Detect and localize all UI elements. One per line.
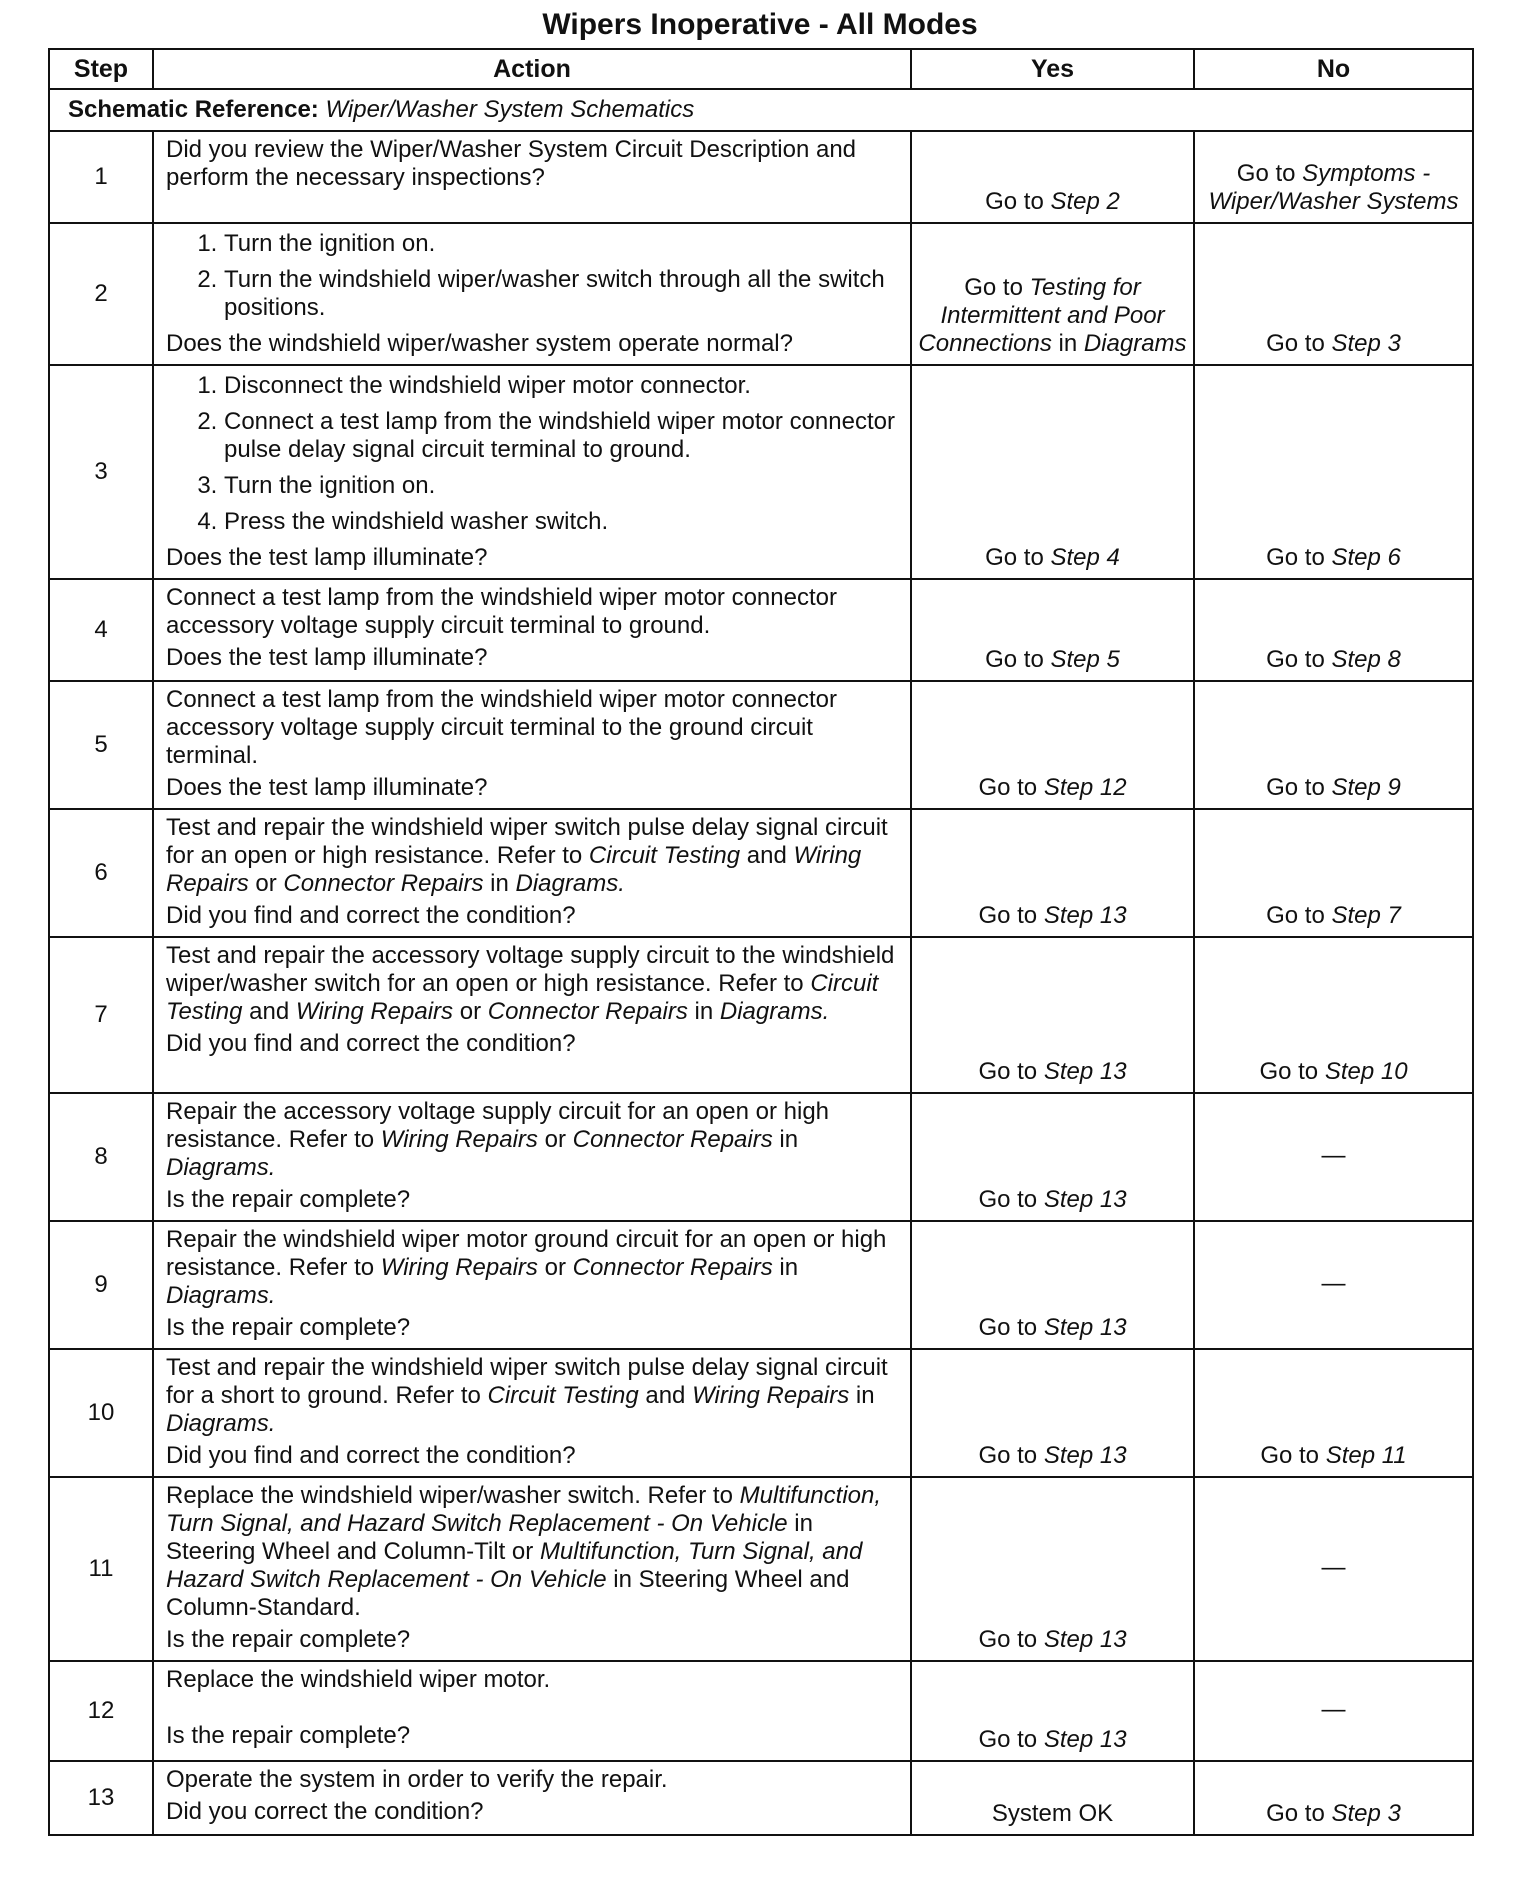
action-cell xyxy=(153,365,911,579)
no-step-link[interactable]: Step 6 xyxy=(1331,544,1401,571)
table-row xyxy=(49,1221,1473,1349)
action-text-segment: in Steering Wheel and Column-Standard. xyxy=(166,1566,850,1621)
action-text-segment: Test and repair the windshield wiper switch pulse delay signal circuit for an open or high resistance. Refer to xyxy=(166,814,888,869)
action-text-segment: or xyxy=(248,870,284,897)
yes-goto-text: Go to xyxy=(978,774,1044,801)
action-text-segment: or xyxy=(453,998,488,1025)
no-goto-text: Go to xyxy=(1259,1058,1325,1085)
yes-step-link[interactable]: Step 13 xyxy=(1043,1186,1127,1213)
yes-reference-link[interactable]: Diagrams xyxy=(1083,330,1187,357)
no-step-link[interactable]: Step 9 xyxy=(1331,774,1401,801)
action-text-segment: Repair the accessory voltage supply circuit for an open or high resistance. Refer to xyxy=(166,1098,830,1153)
no-goto-text: Go to xyxy=(1266,774,1332,801)
action-question: Does the windshield wiper/washer system operate normal? xyxy=(166,330,793,357)
yes-goto-text: Go to xyxy=(985,188,1051,215)
yes-cell xyxy=(911,579,1194,681)
yes-step-link[interactable]: Step 13 xyxy=(1043,1442,1127,1469)
yes-cell xyxy=(911,809,1194,937)
no-step-link[interactable]: Step 7 xyxy=(1331,902,1401,929)
yes-cell xyxy=(911,937,1194,1093)
yes-cell xyxy=(911,1349,1194,1477)
step-number: 8 xyxy=(49,1093,153,1221)
no-step-link[interactable]: Step 10 xyxy=(1324,1058,1408,1085)
action-question: Is the repair complete? xyxy=(166,1314,411,1341)
action-cell xyxy=(153,1661,911,1761)
action-step-item: 1. Disconnect the windshield wiper motor connector. xyxy=(224,372,900,400)
header-action: Action xyxy=(153,49,911,89)
table-row xyxy=(49,937,1473,1093)
action-text-segment: and xyxy=(242,998,296,1025)
yes-goto-text: Go to xyxy=(978,1442,1044,1469)
yes-connector-text: in xyxy=(1051,330,1084,357)
action-text-segment: in xyxy=(772,1126,799,1153)
action-text-segment: in xyxy=(849,1382,875,1409)
no-cell xyxy=(1194,365,1473,579)
header-step: Step xyxy=(49,49,153,89)
action-steps-list xyxy=(166,230,900,322)
yes-goto-text: Go to xyxy=(964,274,1030,301)
yes-cell xyxy=(911,131,1194,223)
action-text: Replace the windshield wiper motor. xyxy=(166,1666,551,1693)
no-dash: — xyxy=(1321,1270,1346,1297)
action-text-segment: in xyxy=(687,998,720,1025)
schematic-reference-label: Schematic Reference: xyxy=(68,96,319,123)
table-row xyxy=(49,131,1473,223)
table-row xyxy=(49,1477,1473,1661)
action-text: Operate the system in order to verify the repair. xyxy=(166,1766,668,1793)
schematic-reference-link[interactable]: Wiper/Washer System Schematics xyxy=(325,96,695,123)
step-number: 13 xyxy=(49,1761,153,1835)
action-step-item: 2. Turn the windshield wiper/washer switch through all the switch positions. xyxy=(224,266,900,322)
reference-link[interactable]: Diagrams. xyxy=(719,998,830,1025)
reference-link[interactable]: Wiring Repairs xyxy=(380,1254,538,1281)
step-number: 12 xyxy=(49,1661,153,1761)
action-text-segment: and xyxy=(740,842,794,869)
action-cell xyxy=(153,1221,911,1349)
no-cell xyxy=(1194,1477,1473,1661)
reference-link[interactable]: Diagrams. xyxy=(515,870,625,897)
action-text-segment: in xyxy=(483,870,516,897)
yes-step-link[interactable]: Step 12 xyxy=(1043,774,1127,801)
yes-goto-text: Go to xyxy=(978,1626,1044,1653)
no-goto-text: Go to xyxy=(1266,1800,1332,1827)
no-dash: — xyxy=(1321,1696,1346,1723)
reference-link[interactable]: Connector Repairs xyxy=(487,998,688,1025)
action-question: Does the test lamp illuminate? xyxy=(166,544,488,571)
reference-link[interactable]: Multifunction, Turn Signal, and Hazard Switch Replacement - On Vehicle xyxy=(166,1482,882,1537)
no-step-link[interactable]: Step 8 xyxy=(1331,646,1401,673)
no-goto-text: Go to xyxy=(1266,330,1332,357)
no-step-link[interactable]: Step 11 xyxy=(1325,1442,1407,1469)
header-yes: Yes xyxy=(911,49,1194,89)
yes-reference-link[interactable]: Testing for Intermittent and Poor Connections xyxy=(918,274,1165,357)
action-steps-list xyxy=(166,372,900,536)
no-cell xyxy=(1194,1349,1473,1477)
action-step-item: 4. Press the windshield washer switch. xyxy=(224,508,900,536)
no-step-link[interactable]: Step 3 xyxy=(1331,330,1401,357)
reference-link[interactable]: Wiring Repairs xyxy=(166,842,862,897)
action-question: Did you find and correct the condition? xyxy=(166,1030,576,1057)
action-text-segment: Test and repair the accessory voltage supply circuit to the windshield wiper/washer switch for an open or high resistance. Refer to xyxy=(166,942,895,997)
no-goto-text: Go to xyxy=(1266,646,1332,673)
no-goto-text: Go to xyxy=(1236,160,1303,187)
step-number: 6 xyxy=(49,809,153,937)
action-text xyxy=(166,1482,900,1622)
no-cell xyxy=(1194,809,1473,937)
yes-cell xyxy=(911,1221,1194,1349)
reference-link[interactable]: Circuit Testing xyxy=(588,842,741,869)
reference-link[interactable]: Circuit Testing xyxy=(166,970,879,1025)
step-number: 9 xyxy=(49,1221,153,1349)
action-question: Does the test lamp illuminate? xyxy=(166,774,488,801)
yes-cell xyxy=(911,1761,1194,1835)
reference-link[interactable]: Connector Repairs xyxy=(572,1126,773,1153)
table-row xyxy=(49,365,1473,579)
no-cell xyxy=(1194,1761,1473,1835)
action-step-item: 3. Turn the ignition on. xyxy=(224,472,900,500)
action-cell xyxy=(153,223,911,365)
yes-goto-text: Go to xyxy=(985,646,1051,673)
no-reference-link[interactable]: Symptoms - Wiper/Washer Systems xyxy=(1208,160,1459,215)
step-number: 10 xyxy=(49,1349,153,1477)
action-cell xyxy=(153,579,911,681)
yes-step-link[interactable]: Step 13 xyxy=(1043,1314,1127,1341)
no-cell xyxy=(1194,681,1473,809)
yes-cell xyxy=(911,365,1194,579)
yes-result-text: System OK xyxy=(991,1800,1114,1827)
schematic-reference-row xyxy=(49,89,1473,131)
no-cell xyxy=(1194,1093,1473,1221)
yes-step-link[interactable]: Step 13 xyxy=(1043,1726,1127,1753)
no-cell xyxy=(1194,1661,1473,1761)
header-row xyxy=(49,49,1473,89)
reference-link[interactable]: Multifunction, Turn Signal, and Hazard Switch Replacement - On Vehicle xyxy=(166,1538,863,1593)
action-cell xyxy=(153,681,911,809)
reference-link[interactable]: Wiring Repairs xyxy=(692,1382,850,1409)
table-row xyxy=(49,1761,1473,1835)
action-text-segment: in Steering Wheel and Column-Tilt or xyxy=(166,1510,813,1565)
reference-link[interactable]: Diagrams. xyxy=(166,1282,276,1309)
action-text xyxy=(166,1226,900,1310)
no-cell xyxy=(1194,131,1473,223)
action-cell xyxy=(153,1477,911,1661)
step-number: 11 xyxy=(49,1477,153,1661)
action-text: Did you review the Wiper/Washer System Circuit Description and perform the necessary inspections? xyxy=(166,136,857,191)
yes-step-link[interactable]: Step 2 xyxy=(1050,188,1120,215)
action-step-item: 1. Turn the ignition on. xyxy=(224,230,900,258)
action-text xyxy=(166,814,900,898)
no-cell xyxy=(1194,937,1473,1093)
page-title: Wipers Inoperative - All Modes xyxy=(542,8,978,41)
yes-cell xyxy=(911,1093,1194,1221)
action-text-segment: in xyxy=(772,1254,799,1281)
yes-step-link[interactable]: Step 4 xyxy=(1050,544,1120,571)
action-question: Did you find and correct the condition? xyxy=(166,902,576,929)
action-text: Connect a test lamp from the windshield wiper motor connector accessory voltage supply circuit terminal to ground. xyxy=(166,584,837,639)
action-question: Does the test lamp illuminate? xyxy=(166,644,488,671)
table-row xyxy=(49,579,1473,681)
action-cell xyxy=(153,1349,911,1477)
yes-cell xyxy=(911,1477,1194,1661)
step-number: 5 xyxy=(49,681,153,809)
action-text-segment: or xyxy=(537,1254,573,1281)
reference-link[interactable]: Circuit Testing xyxy=(487,1382,639,1409)
yes-goto-text: Go to xyxy=(978,902,1044,929)
no-dash: — xyxy=(1321,1142,1346,1169)
action-question: Did you find and correct the condition? xyxy=(166,1442,576,1469)
action-cell xyxy=(153,131,911,223)
reference-link[interactable]: Diagrams. xyxy=(166,1154,276,1181)
yes-cell xyxy=(911,681,1194,809)
action-cell xyxy=(153,937,911,1093)
action-question: Did you correct the condition? xyxy=(166,1798,484,1825)
table-row xyxy=(49,1093,1473,1221)
yes-step-link[interactable]: Step 13 xyxy=(1043,902,1127,929)
action-cell xyxy=(153,1093,911,1221)
yes-goto-text: Go to xyxy=(978,1314,1044,1341)
table-row xyxy=(49,809,1473,937)
reference-link[interactable]: Connector Repairs xyxy=(283,870,484,897)
action-text xyxy=(166,942,900,1026)
action-question: Is the repair complete? xyxy=(166,1626,411,1653)
action-text-segment: Repair the windshield wiper motor ground circuit for an open or high resistance. Refer to xyxy=(166,1226,887,1281)
action-text xyxy=(166,1098,900,1182)
action-question: Is the repair complete? xyxy=(166,1722,411,1749)
yes-step-link[interactable]: Step 13 xyxy=(1043,1058,1127,1085)
no-goto-text: Go to xyxy=(1266,544,1332,571)
yes-cell xyxy=(911,223,1194,365)
reference-link[interactable]: Diagrams. xyxy=(166,1410,276,1437)
step-number: 3 xyxy=(49,365,153,579)
yes-goto-text: Go to xyxy=(978,1058,1044,1085)
action-text: Connect a test lamp from the windshield wiper motor connector accessory voltage supply circuit terminal to the ground circuit terminal. xyxy=(166,686,837,769)
yes-goto-text: Go to xyxy=(978,1726,1044,1753)
table-row xyxy=(49,1661,1473,1761)
yes-goto-text: Go to xyxy=(985,544,1051,571)
action-text xyxy=(166,1354,900,1438)
step-number: 4 xyxy=(49,579,153,681)
no-dash: — xyxy=(1321,1554,1346,1581)
table-row xyxy=(49,681,1473,809)
action-cell xyxy=(153,1761,911,1835)
step-number: 1 xyxy=(49,131,153,223)
yes-goto-text: Go to xyxy=(978,1186,1044,1213)
action-text-segment: Test and repair the windshield wiper switch pulse delay signal circuit for a short to ground. Refer to xyxy=(166,1354,888,1409)
no-cell xyxy=(1194,223,1473,365)
header-no: No xyxy=(1194,49,1473,89)
step-number: 2 xyxy=(49,223,153,365)
diagnostic-table xyxy=(48,48,1474,1836)
step-number: 7 xyxy=(49,937,153,1093)
action-text-segment: or xyxy=(537,1126,573,1153)
reference-link[interactable]: Wiring Repairs xyxy=(380,1126,538,1153)
yes-step-link[interactable]: Step 13 xyxy=(1043,1626,1127,1653)
reference-link[interactable]: Connector Repairs xyxy=(572,1254,773,1281)
table-row xyxy=(49,1349,1473,1477)
yes-cell xyxy=(911,1661,1194,1761)
action-text-segment: Replace the windshield wiper/washer switch. Refer to xyxy=(166,1482,740,1509)
reference-link[interactable]: Wiring Repairs xyxy=(295,998,454,1025)
yes-step-link[interactable]: Step 5 xyxy=(1050,646,1120,673)
action-question: Is the repair complete? xyxy=(166,1186,411,1213)
table-row xyxy=(49,223,1473,365)
no-goto-text: Go to xyxy=(1266,902,1332,929)
no-goto-text: Go to xyxy=(1260,1442,1326,1469)
action-step-item: 2. Connect a test lamp from the windshield wiper motor connector pulse delay signal circuit terminal to ground. xyxy=(224,408,900,464)
no-step-link[interactable]: Step 3 xyxy=(1331,1800,1401,1827)
action-cell xyxy=(153,809,911,937)
no-cell xyxy=(1194,1221,1473,1349)
no-cell xyxy=(1194,579,1473,681)
action-text-segment: and xyxy=(638,1382,693,1409)
